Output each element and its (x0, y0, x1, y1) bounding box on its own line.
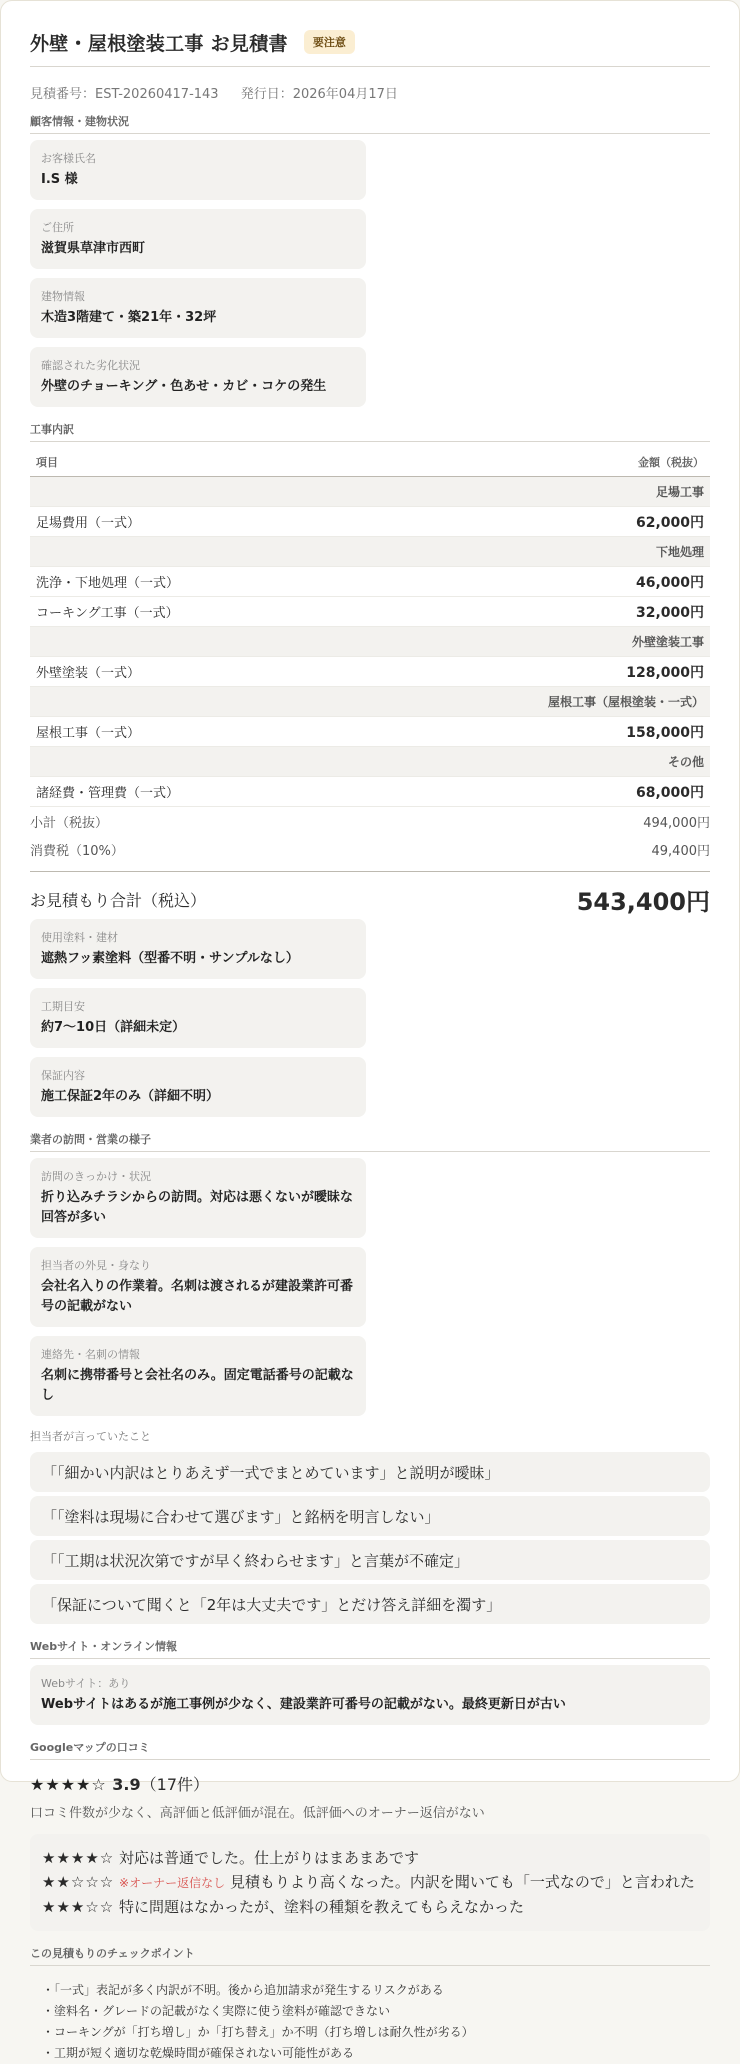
quote-item: 「「細かい内訳はとりあえず一式でまとめています」と説明が曖昧」 (30, 1452, 710, 1492)
contact-info-card (30, 1336, 366, 1416)
visit-section-heading: 業者の訪問・営業の様子 (30, 1131, 710, 1152)
item-name: 諸経費・管理費（一式） (30, 777, 461, 807)
list-item: ・塗料名・グレードの記載がなく実際に使う塗料が確認できない (42, 2004, 391, 2018)
quotes-section-heading: 担当者が言っていたこと (30, 1430, 151, 1443)
review-text: 対応は普通でした。仕上がりはまあまあです (119, 1849, 420, 1867)
quote-item: 「保証について聞くと「2年は大丈夫です」とだけ答え詳細を濁す」 (30, 1584, 710, 1624)
card-value: 名刺に携帯番号と会社名のみ。固定電話番号の記載なし (41, 1368, 354, 1403)
work-section-heading: 工事内訳 (30, 421, 710, 442)
card-label: Webサイト：あり (41, 1677, 131, 1690)
category-row: 下地処理 (30, 537, 710, 567)
card-value: 約7〜10日（詳細未定） (41, 1020, 186, 1035)
subtotal-row (30, 807, 710, 835)
estimate-meta (30, 83, 710, 103)
quotes-list (30, 1452, 710, 1624)
review-stars: ★★☆☆☆ (42, 1873, 115, 1891)
schedule-card (30, 988, 366, 1048)
rating-stars: ★★★★☆ (30, 1775, 107, 1794)
table-row (30, 507, 710, 537)
total-row (30, 871, 710, 917)
website-card (30, 1665, 710, 1725)
tax-label: 消費税（10%） (30, 843, 124, 859)
review-item (42, 1846, 698, 1870)
list-item: ・「一式」表記が多く内訳が不明。後から追加請求が発生するリスクがある (42, 1983, 444, 1997)
col-amount-header: 金額（税抜） (461, 448, 710, 477)
review-item (42, 1870, 698, 1895)
list-item: ・工期が短く適切な乾燥時間が確保されない可能性がある (42, 2046, 355, 2060)
item-name: 屋根工事（一式） (30, 717, 461, 747)
card-label: お客様氏名 (41, 152, 96, 165)
warning-badge: 要注意 (304, 30, 355, 54)
item-amount: 46,000円 (461, 567, 710, 597)
card-value: 会社名入りの作業着。名刺は渡されるが建設業許可番号の記載がない (41, 1279, 354, 1314)
list-item: ・コーキングが「打ち増し」か「打ち替え」か不明（打ち増しは耐久性が劣る） (42, 2025, 474, 2039)
card-label: 担当者の外見・身なり (41, 1259, 151, 1272)
review-text: 特に問題はなかったが、塗料の種類を教えてもらえなかった (119, 1898, 525, 1916)
col-item-header: 項目 (30, 448, 461, 477)
table-row (30, 597, 710, 627)
card-value: 滋賀県草津市西町 (41, 241, 146, 256)
title-row (30, 27, 710, 57)
item-amount: 32,000円 (461, 597, 710, 627)
card-value: 施工保証2年のみ（詳細不明） (41, 1089, 220, 1104)
card-value: 折り込みチラシからの訪問。対応は悪くないが曖昧な回答が多い (41, 1190, 354, 1225)
table-row (30, 717, 710, 747)
card-value: 遮熱フッ素塗料（型番不明・サンプルなし） (41, 951, 299, 966)
visit-reason-card (30, 1158, 366, 1238)
paint-card (30, 919, 366, 979)
tax-value: 49,400円 (651, 843, 710, 859)
item-amount: 68,000円 (461, 777, 710, 807)
web-section-heading: Webサイト・オンライン情報 (30, 1638, 710, 1659)
item-name: 外壁塗装（一式） (30, 657, 461, 687)
table-row (30, 777, 710, 807)
category-row: 外壁塗装工事 (30, 627, 710, 657)
card-label: ご住所 (41, 221, 74, 234)
warranty-card (30, 1057, 366, 1117)
quote-item: 「「工期は状況次第ですが早く終わらせます」と言葉が不確定」 (30, 1540, 710, 1580)
review-text: 見積もりより高くなった。内訳を聞いても「一式なので」と言われた (229, 1873, 695, 1891)
item-name: 足場費用（一式） (30, 507, 461, 537)
item-amount: 158,000円 (461, 717, 710, 747)
review-count: （17件） (140, 1775, 210, 1794)
checkpoints-section-heading: この見積もりのチェックポイント (30, 1945, 710, 1966)
card-value: 外壁のチョーキング・色あせ・カビ・コケの発生 (41, 379, 327, 394)
quote-item: 「「塗料は現場に合わせて選びます」と銘柄を明言しない」 (30, 1496, 710, 1536)
card-value: Webサイトはあるが施工事例が少なく、建設業許可番号の記載がない。最終更新日が古い (41, 1697, 566, 1712)
no-owner-reply-tag: ※オーナー返信なし (119, 1876, 226, 1890)
card-label: 工期目安 (41, 1000, 85, 1013)
work-items-table (30, 448, 710, 807)
page-title: 外壁・屋根塗装工事 お見積書 (30, 32, 288, 55)
review-stars: ★★★★☆ (42, 1849, 115, 1867)
visit-cards (30, 1158, 710, 1416)
divider (30, 66, 710, 67)
rating-summary (30, 1772, 710, 1796)
card-label: 訪問のきっかけ・状況 (41, 1170, 151, 1183)
total-label: お見積もり合計（税込） (30, 891, 207, 910)
deterioration-card (30, 347, 366, 407)
checkpoints-list (30, 1980, 710, 2064)
item-name: 洗浄・下地処理（一式） (30, 567, 461, 597)
card-label: 確認された劣化状況 (41, 359, 140, 372)
card-label: 建物情報 (41, 290, 85, 303)
tax-row (30, 835, 710, 863)
rating-score: 3.9 (112, 1775, 141, 1794)
rating-note: 口コミ件数が少なく、高評価と低評価が混在。低評価へのオーナー返信がない (30, 1806, 485, 1821)
table-header-row (30, 448, 710, 477)
card-value: I.S 様 (41, 172, 78, 187)
card-label: 使用塗料・建材 (41, 931, 118, 944)
detail-cards (30, 919, 710, 1117)
review-item (42, 1895, 698, 1919)
subtotal-label: 小計（税抜） (30, 815, 109, 831)
subtotal-value: 494,000円 (643, 815, 710, 831)
customer-section-heading: 顧客情報・建物状況 (30, 113, 710, 134)
category-row: その他 (30, 747, 710, 777)
item-amount: 128,000円 (461, 657, 710, 687)
item-amount: 62,000円 (461, 507, 710, 537)
building-info-card (30, 278, 366, 338)
category-row: 屋根工事（屋根塗装・一式） (30, 687, 710, 717)
table-row (30, 567, 710, 597)
staff-appearance-card (30, 1247, 366, 1327)
item-name: コーキング工事（一式） (30, 597, 461, 627)
category-row: 足場工事 (30, 477, 710, 507)
reviews-box (30, 1834, 710, 1931)
customer-cards (30, 140, 710, 407)
table-row (30, 657, 710, 687)
card-label: 保証内容 (41, 1069, 85, 1082)
address-card (30, 209, 366, 269)
total-value: 543,400円 (576, 888, 710, 916)
google-section-heading: Googleマップの口コミ (30, 1739, 710, 1760)
card-label: 連絡先・名刺の情報 (41, 1348, 140, 1361)
review-stars: ★★★☆☆ (42, 1898, 115, 1916)
issue-date: 発行日：2026年04月17日 (240, 87, 398, 102)
estimate-number: 見積番号：EST-20260417-143 (30, 87, 219, 102)
card-value: 木造3階建て・築21年・32坪 (41, 310, 217, 325)
customer-name-card (30, 140, 366, 200)
